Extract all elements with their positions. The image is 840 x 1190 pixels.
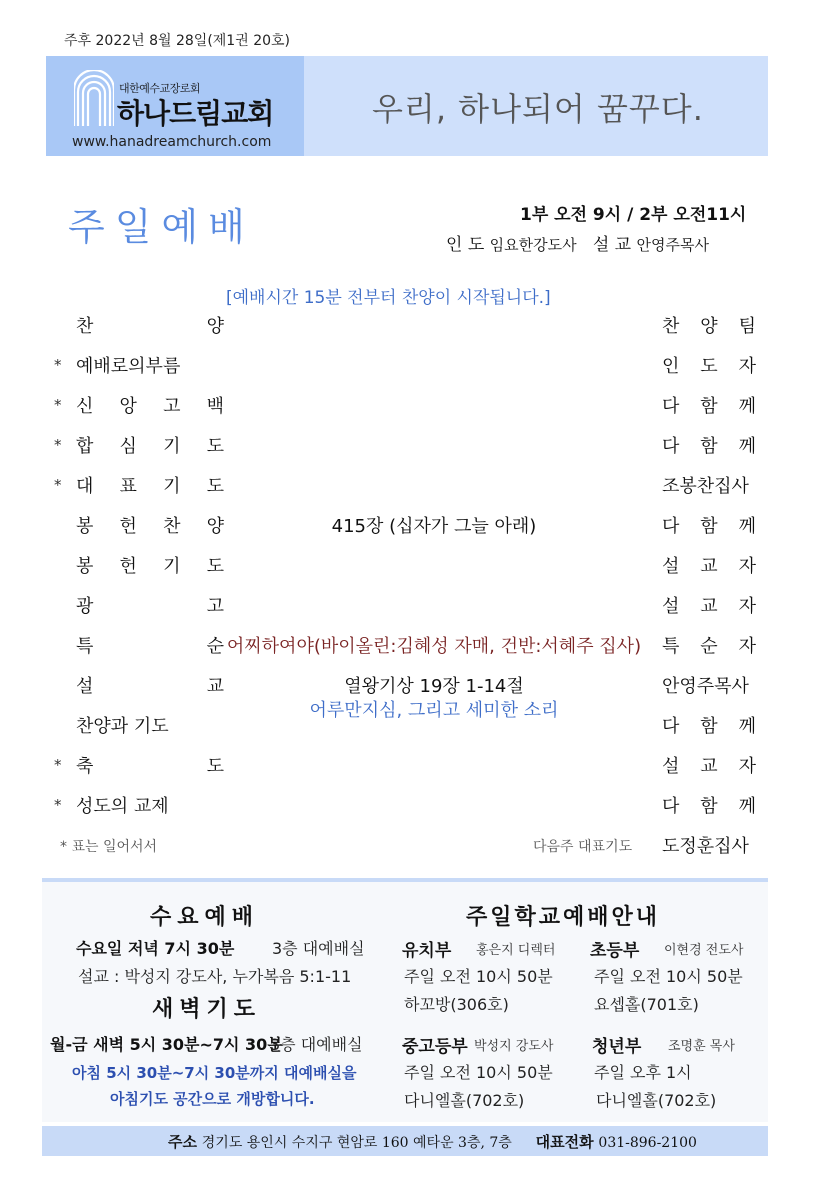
young-adult-teacher: 조명훈 목사: [668, 1039, 735, 1054]
church-arch-icon: [74, 70, 114, 128]
order-item-person: 찬 양 팀: [662, 316, 756, 337]
order-item-person: 인 도 자: [662, 356, 756, 377]
next-prayer-label: 다음주 대표기도: [533, 839, 633, 855]
standing-marker: *: [54, 796, 62, 814]
order-row: [54, 788, 766, 828]
order-item-name: 예배로의부름: [76, 356, 181, 377]
wednesday-title: 수요예배: [150, 905, 260, 930]
order-row: [54, 388, 766, 428]
order-item-detail: 어찌하여야(바이올린:김혜성 자매, 건반:서혜주 집사): [226, 636, 642, 657]
elementary-name: 초등부: [590, 941, 640, 961]
sunday-school-title: 주일학교예배안내: [466, 905, 661, 930]
service-times: 1부 오전 9시 / 2부 오전11시: [520, 205, 747, 225]
order-item-person: 다 함 께: [662, 716, 756, 737]
order-item-person: 설 교 자: [662, 756, 756, 777]
order-item-name: 봉 헌 기 도: [76, 556, 224, 577]
bulletin-date: 주후 2022년 8월 28일(제1권 20호): [64, 33, 290, 49]
order-row: [54, 548, 766, 588]
order-item-name: 성도의 교제: [76, 796, 169, 817]
order-item-detail: 어루만지심, 그리고 세미한 소리: [309, 700, 559, 721]
order-item-name: 축 도: [76, 756, 224, 777]
order-row: [54, 508, 766, 548]
youth-teacher: 박성지 강도사: [474, 1039, 554, 1054]
youth-place: 다니엘홀(702호): [404, 1091, 525, 1110]
preacher-name: 안영주목사: [636, 236, 709, 254]
worship-notice: [예배시간 15분 전부터 찬양이 시작됩니다.]: [226, 288, 551, 308]
address: 경기도 용인시 수지구 현암로 160 예타운 3층, 7층: [201, 1135, 512, 1151]
order-item-person: 다 함 께: [662, 396, 756, 417]
order-item-detail: 415장 (십자가 그늘 아래): [331, 516, 537, 537]
order-item-person: 안영주목사: [662, 676, 749, 697]
order-item-name: 광 고: [76, 596, 224, 617]
order-row: [54, 468, 766, 508]
preacher-label: 설 교: [592, 235, 632, 255]
wednesday-place: 3층 대예배실: [272, 939, 365, 958]
dawn-time: 월-금 새벽 5시 30분~7시 30분: [50, 1035, 283, 1054]
order-item-person: 조봉찬집사: [662, 476, 749, 497]
order-item-person: 다 함 께: [662, 516, 756, 537]
church-name: 하나드림교회: [117, 97, 274, 130]
standing-marker: *: [54, 756, 62, 774]
wednesday-time: 수요일 저녁 7시 30분: [76, 939, 235, 958]
order-item-person: 설 교 자: [662, 556, 756, 577]
order-item-name: 봉 헌 찬 양: [76, 516, 224, 537]
service-leaders: [446, 230, 709, 255]
order-item-name: 설 교: [76, 676, 224, 697]
order-item-name: 특 순: [76, 636, 224, 657]
next-prayer-name: 도정훈집사: [662, 836, 749, 857]
order-item-name: 찬 양: [76, 316, 224, 337]
order-row: [54, 428, 766, 468]
order-row: [54, 588, 766, 628]
standing-note: * 표는 일어서서: [60, 839, 158, 855]
order-item-detail: 열왕기상 19장 1-14절: [344, 676, 524, 697]
order-item-name: 합 심 기 도: [76, 436, 224, 457]
leader-name: 임요한강도사: [489, 236, 577, 254]
standing-marker: *: [54, 476, 62, 494]
elementary-place: 요셉홀(701호): [594, 995, 699, 1014]
dawn-place: 3층 대예배실: [270, 1035, 363, 1054]
wednesday-sermon: 설교 : 박성지 강도사, 누가복음 5:1-11: [78, 967, 352, 986]
young-adult-time: 주일 오후 1시: [594, 1063, 692, 1082]
order-row: [54, 700, 766, 748]
elementary-teacher: 이현경 전도사: [664, 943, 744, 958]
young-adult-place: 다니엘홀(702호): [596, 1091, 717, 1110]
dawn-title: 새벽기도: [152, 997, 262, 1022]
youth-name: 중고등부: [402, 1037, 468, 1057]
standing-marker: *: [54, 396, 62, 414]
order-item-name: 찬양과 기도: [76, 716, 169, 737]
order-row: [54, 628, 766, 668]
order-row: [54, 748, 766, 788]
leader-label: 인 도: [446, 235, 485, 255]
phone-label: 대표전화: [535, 1133, 594, 1151]
phone-number[interactable]: 031-896-2100: [598, 1135, 697, 1151]
kindergarten-time: 주일 오전 10시 50분: [404, 967, 553, 986]
service-title: 주일예배: [68, 205, 255, 249]
order-row: [54, 348, 766, 388]
standing-marker: *: [54, 356, 62, 374]
order-item-name: 대 표 기 도: [76, 476, 224, 497]
order-item-person: 설 교 자: [662, 596, 756, 617]
order-item-person: 다 함 께: [662, 436, 756, 457]
order-item-person: 특 순 자: [662, 636, 756, 657]
youth-time: 주일 오전 10시 50분: [404, 1063, 553, 1082]
order-item-name: 신 앙 고 백: [76, 396, 224, 417]
standing-marker: *: [54, 436, 62, 454]
kindergarten-teacher: 홍은지 디렉터: [476, 943, 556, 958]
kindergarten-name: 유치부: [402, 941, 452, 961]
address-label: 주소: [168, 1133, 197, 1151]
dawn-note-1: 아침 5시 30분~7시 30분까지 대예배실을: [72, 1064, 357, 1082]
order-row: [54, 308, 766, 348]
dawn-note-2: 아침기도 공간으로 개방합니다.: [110, 1090, 315, 1108]
denomination: 대한예수교장로회: [119, 82, 201, 95]
elementary-time: 주일 오전 10시 50분: [594, 967, 743, 986]
young-adult-name: 청년부: [592, 1037, 642, 1057]
kindergarten-place: 하꼬방(306호): [404, 995, 509, 1014]
footer-info: [168, 1131, 697, 1152]
slogan: 우리, 하나되어 꿈꾸다.: [372, 90, 704, 128]
order-item-person: 다 함 께: [662, 796, 756, 817]
church-url[interactable]: www.hanadreamchurch.com: [72, 134, 272, 150]
